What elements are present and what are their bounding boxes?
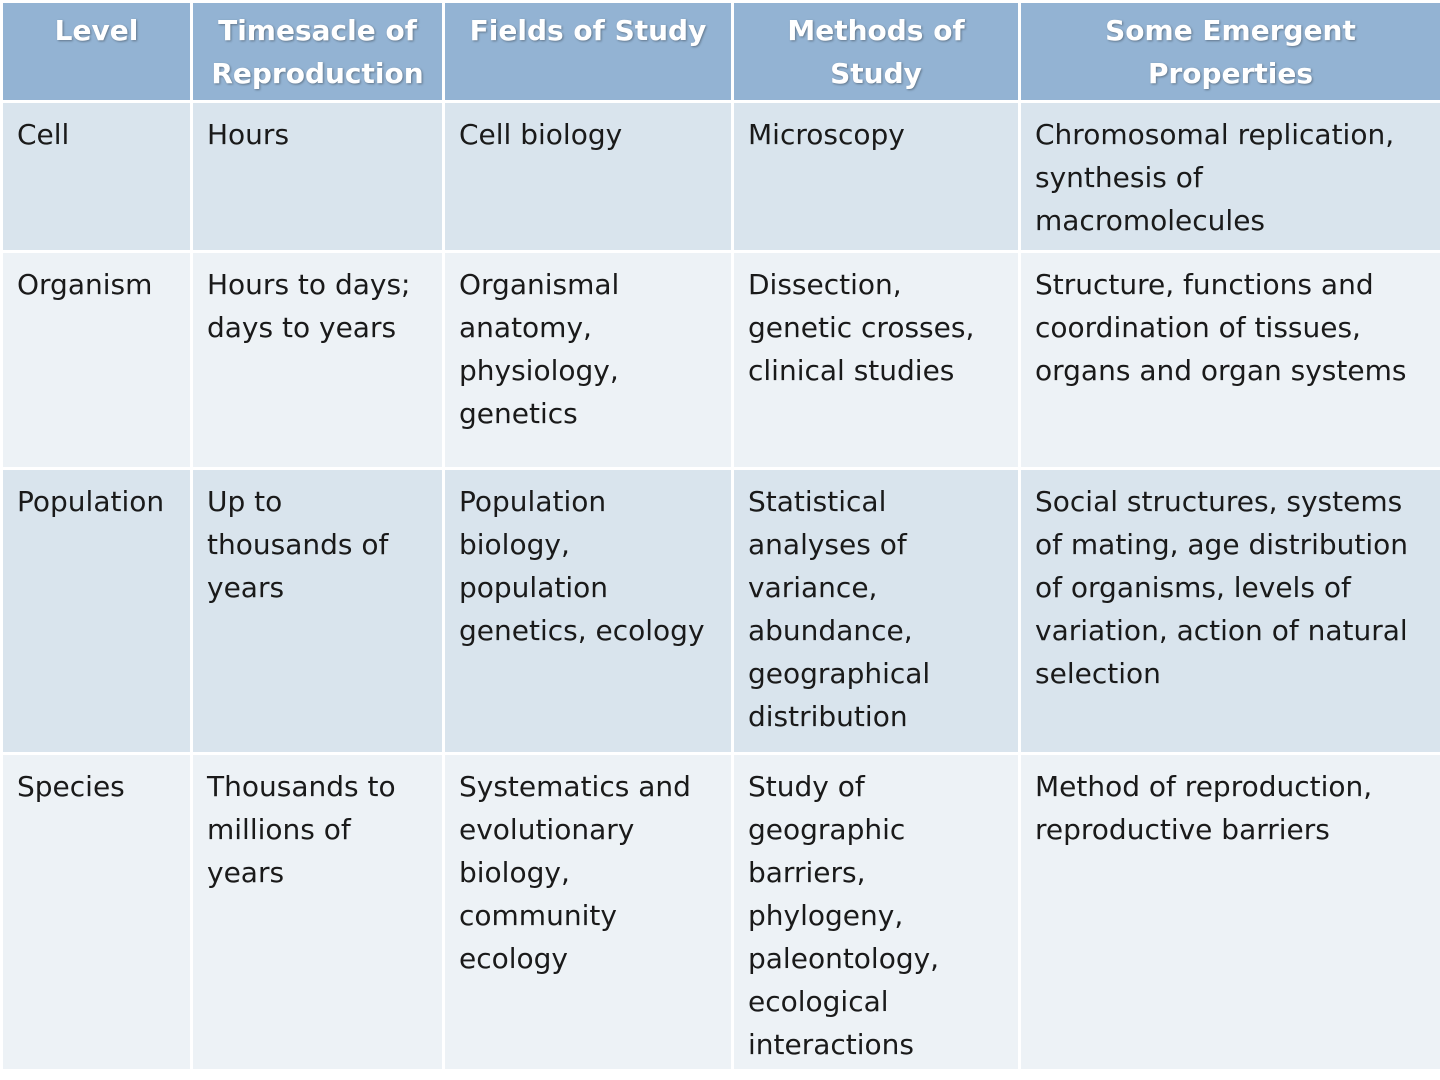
cell-timescale: Thousands to millions of years bbox=[192, 754, 444, 1071]
cell-timescale: Up to thousands of years bbox=[192, 469, 444, 754]
cell-properties: Method of reproduction, reproductive barriers bbox=[1020, 754, 1440, 1071]
cell-methods: Study of geographic barriers, phylogeny, paleontology, ecological interactions bbox=[733, 754, 1020, 1071]
cell-level: Population bbox=[2, 469, 192, 754]
table-row-population bbox=[2, 469, 1440, 754]
cell-fields: Population biology, population genetics, ecology bbox=[444, 469, 733, 754]
cell-level: Cell bbox=[2, 102, 192, 252]
header-fields: Fields of Study bbox=[444, 2, 733, 102]
table-row-organism bbox=[2, 252, 1440, 469]
header-timescale: Timesacle of Reproduction bbox=[192, 2, 444, 102]
cell-fields: Cell biology bbox=[444, 102, 733, 252]
table-body bbox=[2, 102, 1440, 1071]
cell-timescale: Hours to days; days to years bbox=[192, 252, 444, 469]
table-row-species bbox=[2, 754, 1440, 1071]
header-properties: Some Emergent Properties bbox=[1020, 2, 1440, 102]
cell-level: Species bbox=[2, 754, 192, 1071]
cell-fields: Systematics and evolutionary biology, community ecology bbox=[444, 754, 733, 1071]
table-header bbox=[2, 2, 1440, 102]
table-row-cell bbox=[2, 102, 1440, 252]
header-level: Level bbox=[2, 2, 192, 102]
cell-properties: Structure, functions and coordination of tissues, organs and organ systems bbox=[1020, 252, 1440, 469]
cell-methods: Statistical analyses of variance, abundance, geographical distribution bbox=[733, 469, 1020, 754]
header-row bbox=[2, 2, 1440, 102]
cell-properties: Social structures, systems of mating, age distribution of organisms, levels of variation, action of natural selection bbox=[1020, 469, 1440, 754]
cell-methods: Microscopy bbox=[733, 102, 1020, 252]
cell-properties: Chromosomal replication, synthesis of macromolecules bbox=[1020, 102, 1440, 252]
cell-level: Organism bbox=[2, 252, 192, 469]
header-methods: Methods of Study bbox=[733, 2, 1020, 102]
cell-timescale: Hours bbox=[192, 102, 444, 252]
cell-fields: Organismal anatomy, physiology, genetics bbox=[444, 252, 733, 469]
cell-methods: Dissection, genetic crosses, clinical studies bbox=[733, 252, 1020, 469]
